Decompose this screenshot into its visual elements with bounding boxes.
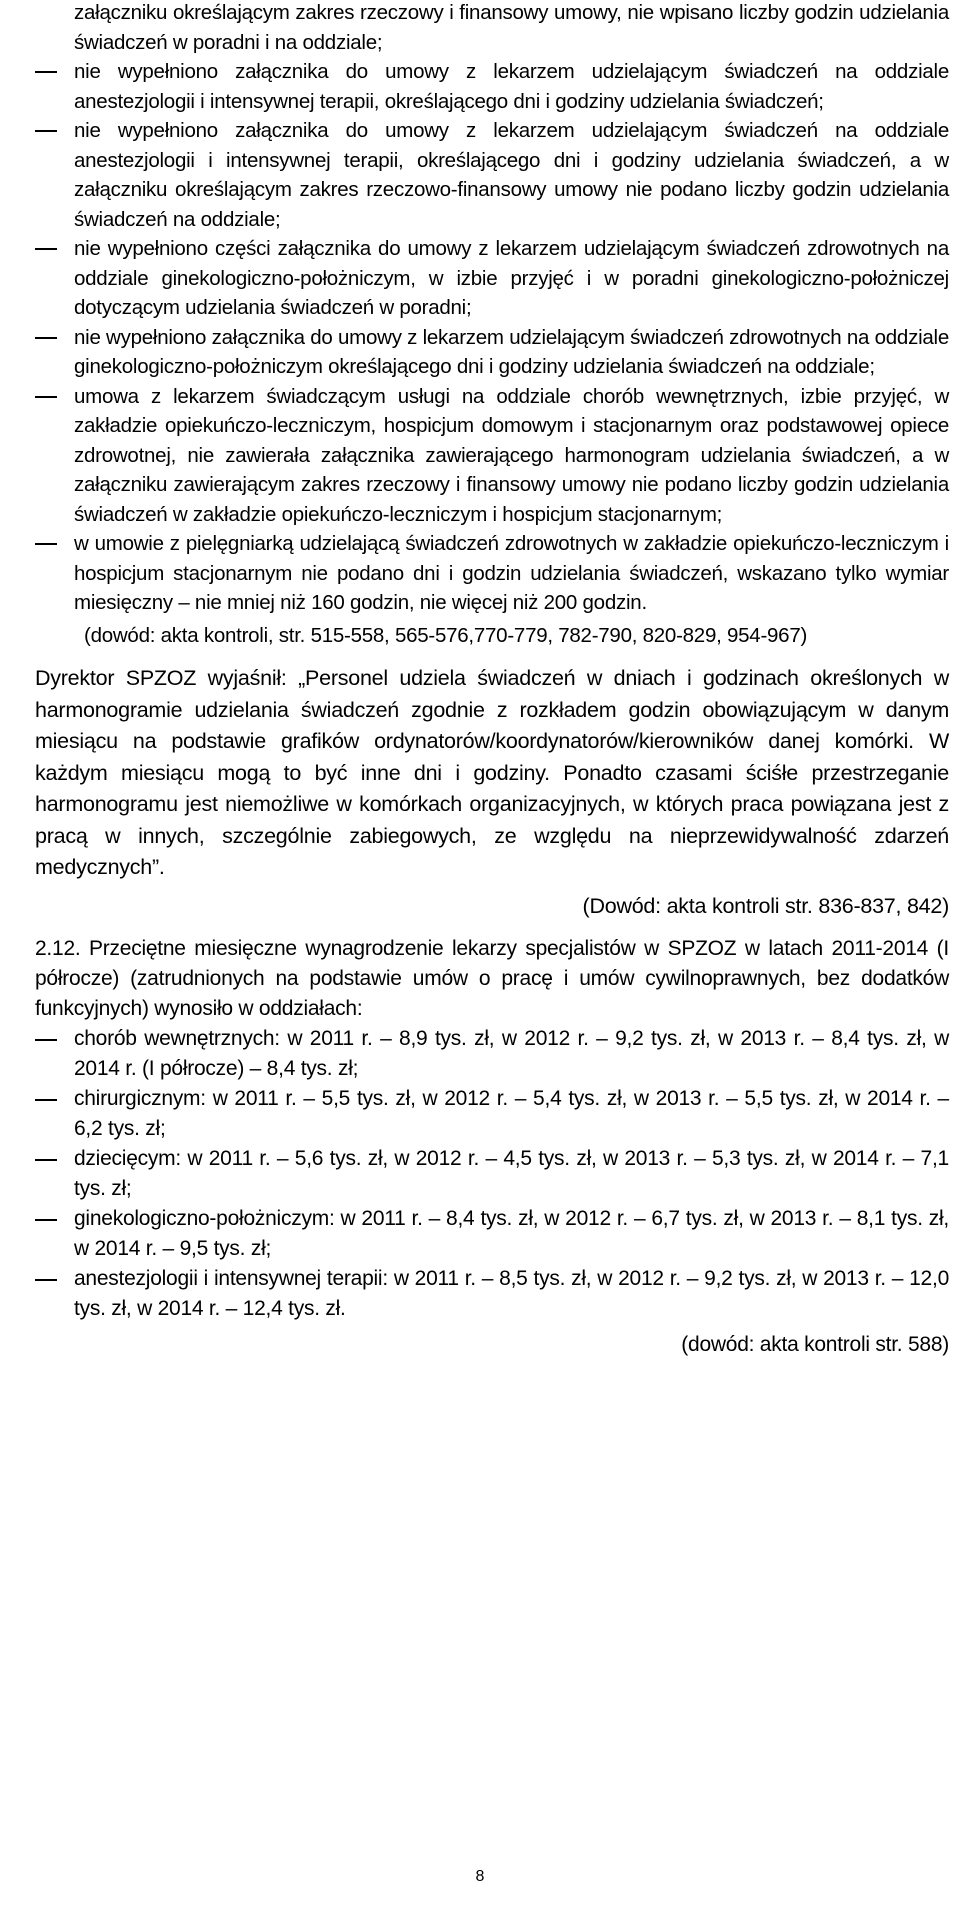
list-item-text: ginekologiczno-położniczym: w 2011 r. – 8,4 tys. zł, w 2012 r. – 6,7 tys. zł, w 2013 r. – 8,1 tys. zł, w 2014 r. – 9,5 tys. zł;	[74, 1207, 949, 1260]
dash-bullet-icon	[35, 1159, 57, 1161]
page-number: 8	[475, 1868, 485, 1885]
dash-bullet-icon	[35, 1039, 57, 1041]
list-item-text: umowa z lekarzem świadczącym usługi na oddziale chorób wewnętrznych, izbie przyjęć, w zakładzie opiekuńczo-leczniczym, hospicjum domowym i stacjonarnym oraz podstawowej opiece zdrowotnej, nie zawierała załącznika zawierającego harmonogram udzielania świadczeń, a w załączniku zawierającym zakres rzeczowy i finansowy umowy nie podano liczby godzin udzielania świadczeń w zakładzie opiekuńczo-leczniczym i hospicjum stacjonarnym;	[74, 384, 949, 526]
list-item	[35, 529, 949, 618]
section-intro: 2.12. Przeciętne miesięczne wynagrodzenie lekarzy specjalistów w SPZOZ w latach 2011-2014 (I półrocze) (zatrudnionych na podstawie umów o pracę i umów cywilnoprawnych, bez dodatków funkcyjnych) wynosiło w oddziałach:	[35, 937, 949, 1020]
list-item	[35, 1084, 949, 1144]
list-item-text: nie wypełniono części załącznika do umowy z lekarzem udzielającym świadczeń zdrowotnych na oddziale ginekologiczno-położniczym, w izbie przyjęć i w poradni ginekologiczno-położniczej dotyczącym udzielania świadczeń w poradni;	[74, 237, 949, 319]
dash-bullet-icon	[35, 337, 57, 339]
document-body	[35, 0, 949, 1360]
list-item	[35, 323, 949, 382]
list-item	[35, 1264, 949, 1324]
list-item-text: dziecięcym: w 2011 r. – 5,6 tys. zł, w 2012 r. – 4,5 tys. zł, w 2013 r. – 5,3 tys. zł, w 2014 r. – 7,1 tys. zł;	[74, 1147, 949, 1200]
list-item-text: nie wypełniono załącznika do umowy z lekarzem udzielającym świadczeń na oddziale anestezjologii i intensywnej terapii, określającego dni i godziny udzielania świadczeń;	[74, 60, 949, 113]
list-item-text: chorób wewnętrznych: w 2011 r. – 8,9 tys. zł, w 2012 r. – 9,2 tys. zł, w 2013 r. – 8,4 tys. zł, w 2014 r. (I półrocze) – 8,4 tys. zł;	[74, 1027, 949, 1080]
continued-list-item-text: załączniku określającym zakres rzeczowy i finansowy umowy, nie wpisano liczby godzin udzielania świadczeń w poradni i na oddziale;	[74, 1, 949, 54]
dash-bullet-icon	[35, 1099, 57, 1101]
dash-bullet-icon	[35, 130, 57, 132]
dash-bullet-icon	[35, 396, 57, 398]
salary-list	[35, 1024, 949, 1324]
list-item-text: nie wypełniono załącznika do umowy z lekarzem udzielającym świadczeń na oddziale anestezjologii i intensywnej terapii, określającego dni i godziny udzielania świadczeń, a w załączniku określającym zakres rzeczowo-finansowy umowy nie podano liczby godzin udzielania świadczeń na oddziale;	[74, 119, 949, 231]
list-item	[35, 382, 949, 530]
list-item-text: nie wypełniono załącznika do umowy z lekarzem udzielającym świadczeń zdrowotnych na oddziale ginekologiczno-położniczym określającego dni i godziny udzielania świadczeń na oddziale;	[74, 325, 949, 378]
dash-bullet-icon	[35, 543, 57, 545]
findings-list	[35, 57, 949, 618]
evidence-reference: (Dowód: akta kontroli str. 836-837, 842)	[582, 893, 949, 918]
dash-bullet-icon	[35, 1279, 57, 1281]
dash-bullet-icon	[35, 71, 57, 73]
evidence-reference: (dowód: akta kontroli, str. 515-558, 565-576,770-779, 782-790, 820-829, 954-967)	[84, 623, 808, 647]
evidence-reference: (dowód: akta kontroli str. 588)	[681, 1333, 949, 1356]
list-item	[35, 116, 949, 234]
section-2-12	[35, 934, 949, 1360]
list-item	[35, 234, 949, 323]
dash-bullet-icon	[35, 1219, 57, 1221]
list-item	[35, 1024, 949, 1084]
list-item	[35, 1144, 949, 1204]
list-item-text: anestezjologii i intensywnej terapii: w 2011 r. – 8,5 tys. zł, w 2012 r. – 9,2 tys. zł, w 2013 r. – 12,0 tys. zł, w 2014 r. – 12,4 tys. zł.	[74, 1267, 949, 1320]
list-item	[35, 1204, 949, 1264]
dash-bullet-icon	[35, 248, 57, 250]
list-item	[35, 57, 949, 116]
director-explanation-paragraph: Dyrektor SPZOZ wyjaśnił: „Personel udziela świadczeń w dniach i godzinach określonych w harmonogramie udzielania świadczeń zgodnie z rozkładem godzin obowiązującym w danym miesiącu na podstawie grafików ordynatorów/koordynatorów/kierowników danej komórki. W każdym miesiącu mogą to być inne dni i godziny. Ponadto czasami ściśłe przestrzeganie harmonogramu jest niemożliwe w komórkach organizacyjnych, w których praca powiązana jest z pracą w innych, szczególnie zabiegowych, ze względu na nieprzewidywalność zdarzeń medycznych”.	[35, 666, 949, 879]
list-item-text: chirurgicznym: w 2011 r. – 5,5 tys. zł, w 2012 r. – 5,4 tys. zł, w 2013 r. – 5,5 tys. zł, w 2014 r. – 6,2 tys. zł;	[74, 1087, 949, 1140]
list-item-text: w umowie z pielęgniarką udzielającą świadczeń zdrowotnych w zakładzie opiekuńczo-leczniczym i hospicjum stacjonarnym nie podano dni i godzin udzielania świadczeń, wskazano tylko wymiar miesięczny – nie mniej niż 160 godzin, nie więcej niż 200 godzin.	[74, 532, 949, 614]
